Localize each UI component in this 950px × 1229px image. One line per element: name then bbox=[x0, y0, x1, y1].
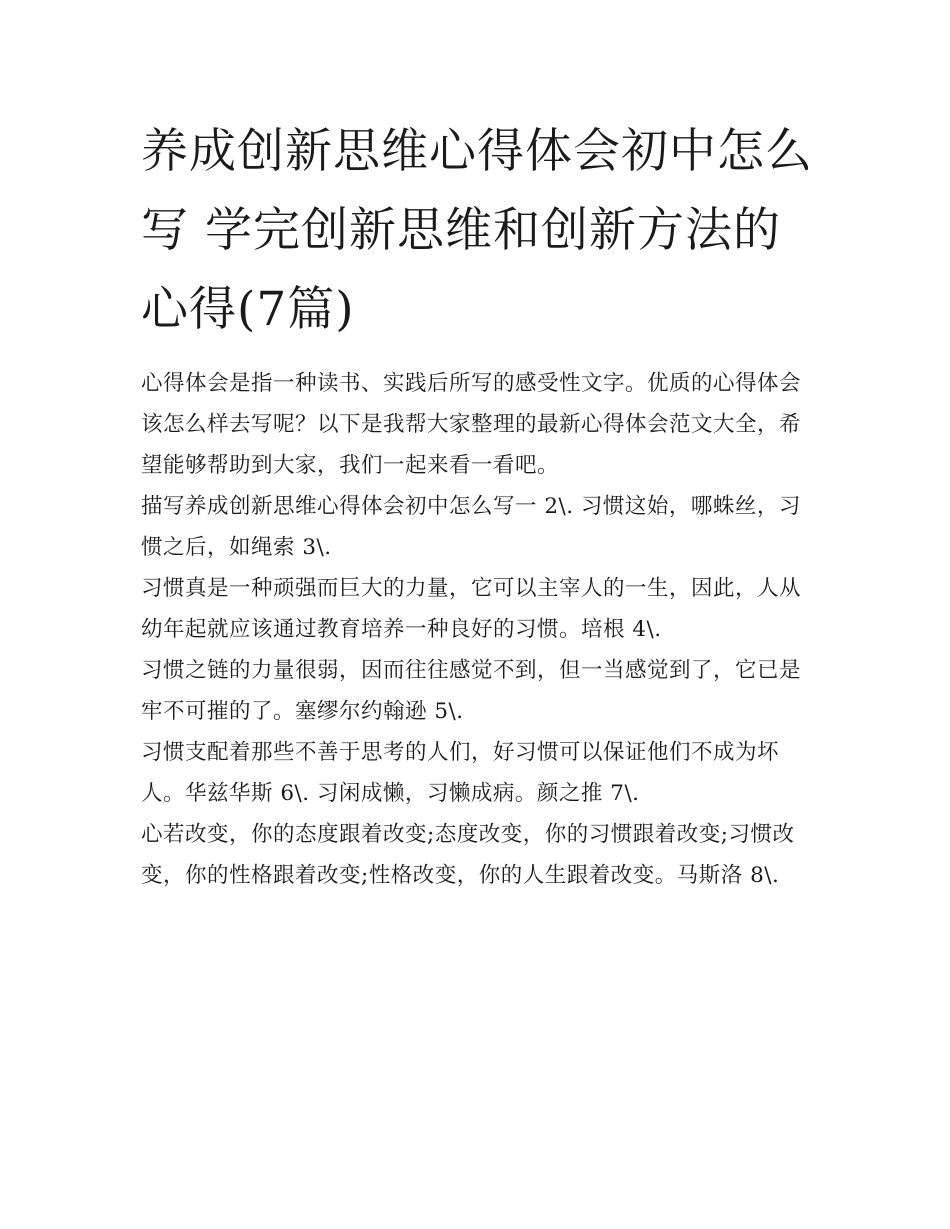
paragraph-quote-5: 习惯支配着那些不善于思考的人们，好习惯可以保证他们不成为坏人。华兹华斯 6\. 习闲成懒，习懒成病。颜之推 7\. bbox=[141, 740, 780, 806]
paragraph-quote-2: 描写养成创新思维心得体会初中怎么写一 2\. 习惯这始，哪蛛丝，习惯之后，如绳索 3\. bbox=[141, 494, 801, 560]
paragraph-quote-6: 心若改变，你的态度跟着改变;态度改变，你的习惯跟着改变;习惯改变，你的性格跟着改变;性格改变，你的人生跟着改变。马斯洛 8\. bbox=[141, 822, 795, 888]
document-page bbox=[141, 112, 816, 896]
paragraph-quote-4: 习惯之链的力量很弱，因而往往感觉不到，但一当感觉到了，它已是牢不可摧的了。塞缪尔约翰逊 5\. bbox=[141, 658, 802, 724]
paragraph-quote-3: 习惯真是一种顽强而巨大的力量，它可以主宰人的一生，因此，人从幼年起就应该通过教育培养一种良好的习惯。培根 4\. bbox=[141, 576, 802, 642]
paragraph-intro: 心得体会是指一种读书、实践后所写的感受性文字。优质的心得体会该怎么样去写呢？以下是我帮大家整理的最新心得体会范文大全，希望能够帮助到大家，我们一起来看一看吧。 bbox=[141, 371, 802, 478]
document-title: 养成创新思维心得体会初中怎么写 学完创新思维和创新方法的心得(7篇) bbox=[141, 124, 813, 337]
